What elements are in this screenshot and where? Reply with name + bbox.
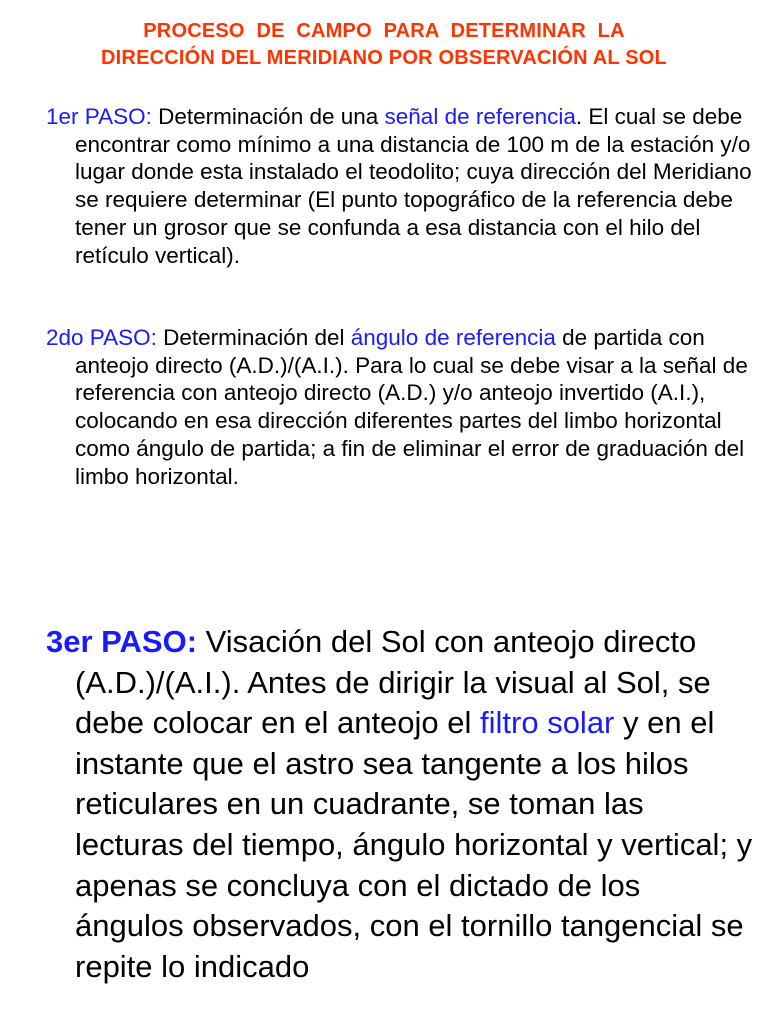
title-line-1: PROCESO DE CAMPO PARA DETERMINAR LA (143, 20, 625, 42)
document-title (0, 18, 768, 72)
title-line-2: DIRECCIÓN DEL MERIDIANO POR OBSERVACIÓN AL SOL (101, 47, 667, 69)
step-3-paragraph (46, 622, 755, 987)
step-1-paragraph (46, 103, 755, 269)
step-1-text-before: Determinación de una (151, 104, 385, 129)
step-3-label: 3er PASO: (46, 624, 198, 659)
step-1-highlight: señal de referencia (384, 104, 576, 129)
step-3-text-before: Visación del Sol con anteojo directo (A.D.)/(A.I.). Antes de dirigir la visual al Sol, se debe colocar en el anteojo el (75, 624, 711, 741)
step-2-highlight: ángulo de referencia (350, 325, 556, 350)
step-1-text-after: . El cual se debe encontrar como mínimo a una distancia de 100 m de la estación y/o lugar donde esta instalado el teodolito; cuya dirección del Meridiano se requiere determinar (El punto topográfico de la referencia debe tener un grosor que se confunda a esa distancia con el hilo del retículo vertical). (75, 104, 752, 268)
step-2-text-before: Determinación del (156, 325, 351, 350)
step-3-highlight: filtro solar (480, 705, 615, 741)
step-2-label: 2do PASO: (46, 325, 157, 350)
step-2-paragraph (46, 324, 755, 490)
step-1-label: 1er PASO: (46, 104, 152, 129)
step-2-text-after: de partida con anteojo directo (A.D.)/(A.I.). Para lo cual se debe visar a la señal de referencia con anteojo directo (A.D.) y/o anteojo invertido (A.I.), colocando en esa dirección diferentes partes del limbo horizontal como ángulo de partida; a fin de eliminar el error de graduación del limbo horizontal. (75, 325, 748, 489)
step-3-text-after: y en el instante que el astro sea tangente a los hilos reticulares en un cuadrante, se toman las lecturas del tiempo, ángulo horizontal y vertical; y apenas se concluya con el dictado de los ángulos observados, con el tornillo tangencial se repite lo indicado (75, 705, 753, 984)
